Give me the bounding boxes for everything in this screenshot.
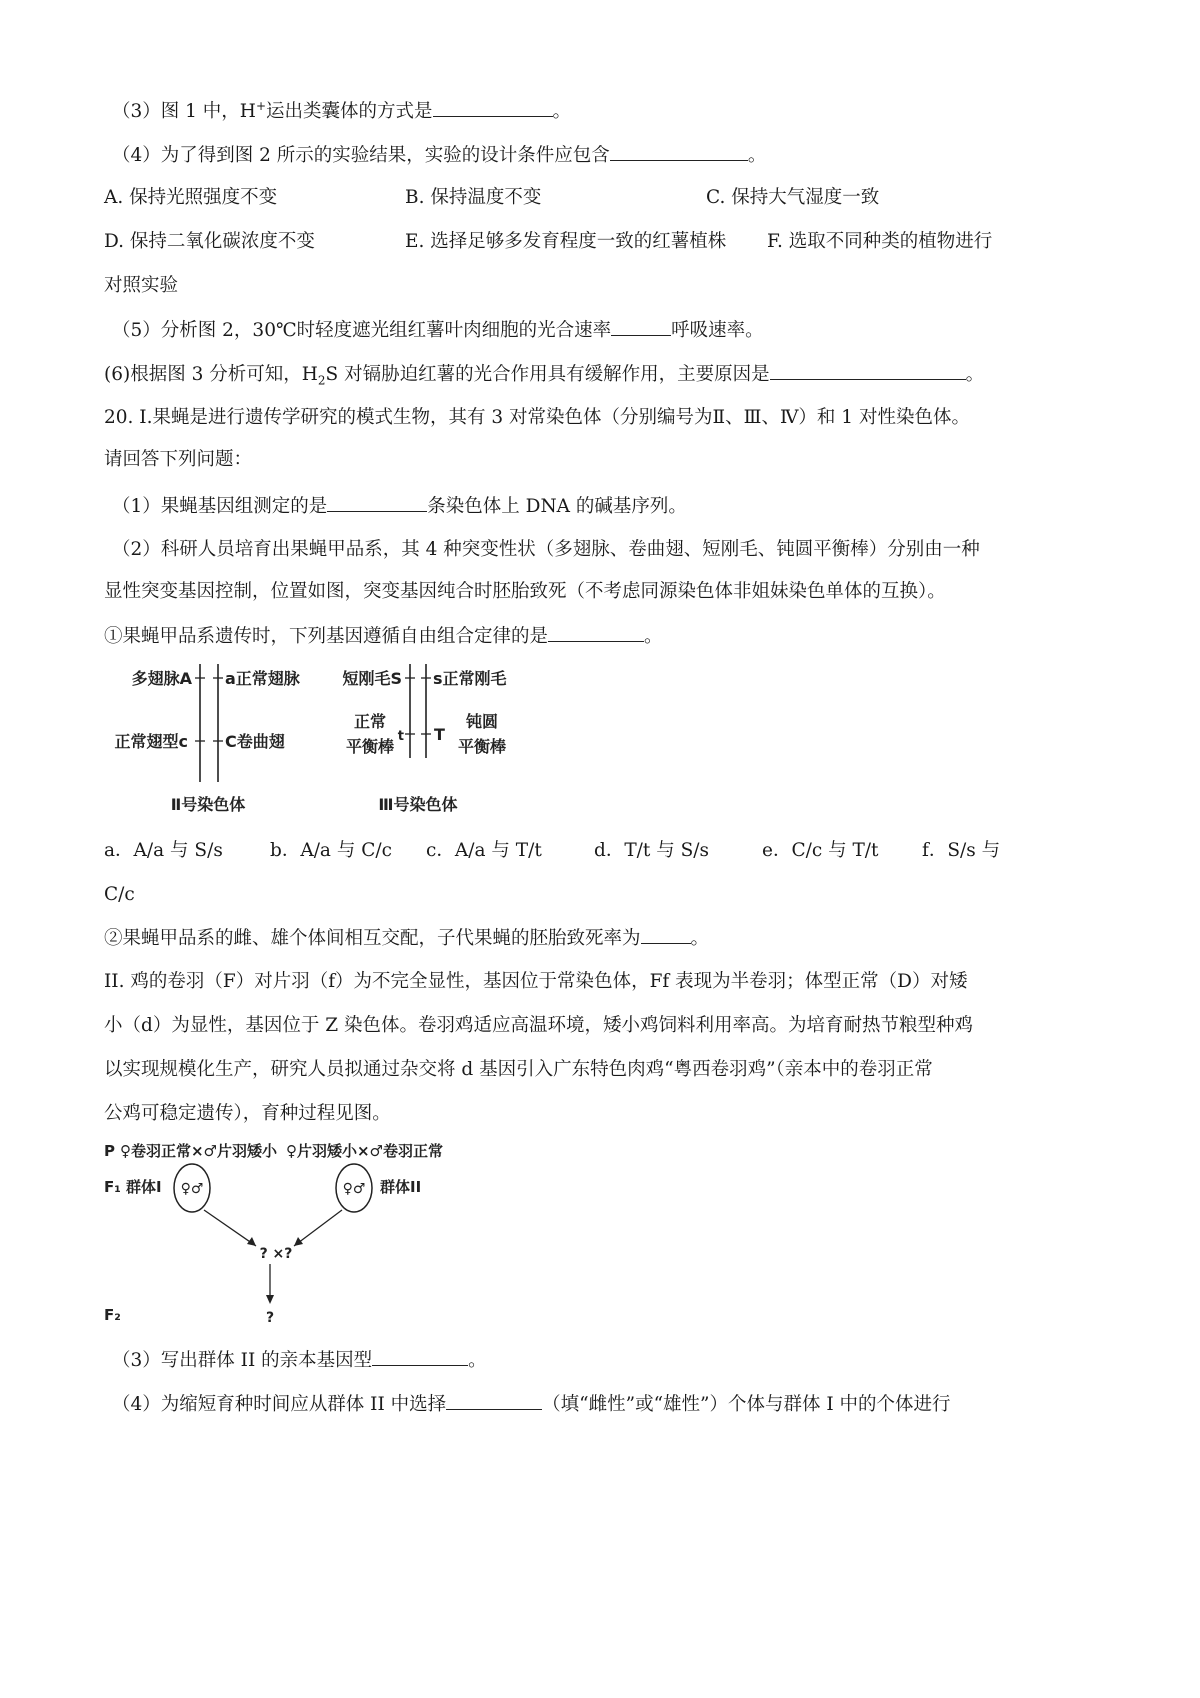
question-5: （5）分析图 2，30℃时轻度遮光组红薯叶肉细胞的光合速率 呼吸速率。 <box>112 317 764 344</box>
option-d[interactable]: D. 保持二氧化碳浓度不变 <box>104 231 315 252</box>
question-20-part-2-line-1: （2）科研人员培育出果蝇甲品系，其 4 种突变性状（多翅脉、卷曲翅、短刚毛、钝圆平衡棒）分别由一种 <box>112 539 980 560</box>
question-6: (6)根据图 3 分析可知，$H_2S$ 对镉胁迫红薯的光合作用具有缓解作用，主要原因是 。 <box>104 361 984 388</box>
question-20-sub-2: ②果蝇甲品系的雌、雄个体间相互交配，子代果蝇的胚胎致死率为 。 <box>104 925 709 952</box>
group-ii-label: 群体II <box>380 1178 422 1196</box>
cross-2-label: ♀片羽矮小×♂卷羽正常 <box>286 1142 444 1160</box>
choice-a[interactable]: a．A/a 与 S/s <box>104 840 223 861</box>
gene-a-recessive-label: a正常翅脉 <box>225 669 300 688</box>
f2-result: ? <box>265 1310 275 1326</box>
part-ii-question-3: （3）写出群体 II 的亲本基因型 。 <box>112 1347 487 1374</box>
gene-c-dominant-label: C卷曲翅 <box>225 732 285 751</box>
arrow-from-group-ii <box>294 1210 342 1246</box>
cross-1-label: ♀卷羽正常×♂片羽矮小 <box>120 1142 278 1160</box>
part-ii-line-2: 小（d）为显性，基因位于 Z 染色体。卷羽鸡适应高温环境，矮小鸡饲料利用率高。为培育耐热节粮型种鸡 <box>104 1015 973 1036</box>
chromosome-iii-caption: Ⅲ号染色体 <box>378 795 458 814</box>
answer-blank[interactable] <box>641 925 691 944</box>
part-ii-line-4: 公鸡可稳定遗传），育种过程见图。 <box>104 1103 391 1124</box>
question-20-part-1: （1）果蝇基因组测定的是 条染色体上 DNA 的碱基序列。 <box>112 493 687 520</box>
gene-t-dominant-letter: T <box>434 725 445 744</box>
answer-blank[interactable] <box>446 1391 542 1410</box>
question-20-part-2-line-2: 显性突变基因控制，位置如图，突变基因纯合时胚胎致死（不考虑同源染色体非姐妹染色单体的互换）。 <box>104 581 946 602</box>
choice-e[interactable]: e．C/c 与 T/t <box>762 840 879 861</box>
gene-s-dominant-label: 短刚毛S <box>342 669 402 688</box>
question-3: （3）图 1 中，H+运出类囊体的方式是 。 <box>112 98 572 122</box>
f2-label: F₂ <box>104 1306 121 1324</box>
option-f[interactable]: F. 选取不同种类的植物进行 <box>767 231 993 252</box>
part-ii-line-1: II. 鸡的卷羽（F）对片羽（f）为不完全显性，基因位于常染色体，Ff 表现为半卷羽；体型正常（D）对矮 <box>104 971 968 992</box>
gene-a-dominant-label: 多翅脉A <box>131 669 192 688</box>
answer-blank[interactable] <box>327 493 427 512</box>
chromosome-ii-caption: Ⅱ号染色体 <box>170 795 246 814</box>
question-20-intro: 20. I.果蝇是进行遗传学研究的模式生物，其有 3 对常染色体（分别编号为Ⅱ、Ⅲ、Ⅳ）和 1 对性染色体。 <box>104 407 970 428</box>
question-20-sub-1: ①果蝇甲品系遗传时，下列基因遵循自由组合定律的是 。 <box>104 623 663 650</box>
group-i-sex-symbols: ♀♂ <box>180 1181 204 1197</box>
choice-c[interactable]: c．A/a 与 T/t <box>426 840 542 861</box>
option-b[interactable]: B. 保持温度不变 <box>405 187 542 208</box>
gene-c-recessive-label: 正常翅型c <box>114 732 188 751</box>
choice-f-continued: C/c <box>104 884 135 905</box>
option-e[interactable]: E. 选择足够多发育程度一致的红薯植株 <box>405 231 727 252</box>
answer-blank[interactable] <box>610 142 748 161</box>
group-ii-sex-symbols: ♀♂ <box>342 1181 366 1197</box>
choice-f[interactable]: f．S/s 与 <box>922 840 1001 861</box>
gene-s-recessive-label: s正常刚毛 <box>433 669 507 688</box>
option-a[interactable]: A. 保持光照强度不变 <box>104 187 278 208</box>
p-label: P <box>104 1142 115 1160</box>
gene-t-label-line-2: 平衡棒 <box>345 737 395 756</box>
cross-question-marks: ? ×? <box>259 1246 293 1262</box>
gene-t-recessive-letter: t <box>397 729 404 744</box>
part-ii-line-3: 以实现规模化生产，研究人员拟通过杂交将 d 基因引入广东特色肉鸡“粤西卷羽鸡”（亲本中的卷羽正常 <box>104 1059 933 1080</box>
gene-t-dominant-line-1: 钝圆 <box>465 712 499 731</box>
option-c[interactable]: C. 保持大气湿度一致 <box>706 187 880 208</box>
answer-blank[interactable] <box>433 98 553 117</box>
gene-t-label-line-1: 正常 <box>353 712 387 731</box>
breeding-diagram <box>104 1134 464 1334</box>
part-ii-question-4: （4）为缩短育种时间应从群体 II 中选择 （填“雌性”或“雄性”）个体与群体 I 中的个体进行 <box>112 1391 951 1418</box>
answer-blank[interactable] <box>372 1347 468 1366</box>
option-f-continued: 对照实验 <box>104 275 179 296</box>
answer-blank[interactable] <box>770 361 966 380</box>
answer-blank[interactable] <box>611 317 671 336</box>
question-20-prompt: 请回答下列问题： <box>104 449 253 470</box>
question-4: （4）为了得到图 2 所示的实验结果，实验的设计条件应包含 。 <box>112 142 766 169</box>
arrow-from-group-i <box>204 1210 256 1246</box>
answer-blank[interactable] <box>548 623 644 642</box>
f1-group-i-label: F₁ 群体I <box>104 1178 162 1196</box>
chromosome-diagram <box>104 656 544 826</box>
choice-b[interactable]: b．A/a 与 C/c <box>270 840 392 861</box>
choice-d[interactable]: d．T/t 与 S/s <box>594 840 710 861</box>
gene-t-dominant-line-2: 平衡棒 <box>457 737 507 756</box>
